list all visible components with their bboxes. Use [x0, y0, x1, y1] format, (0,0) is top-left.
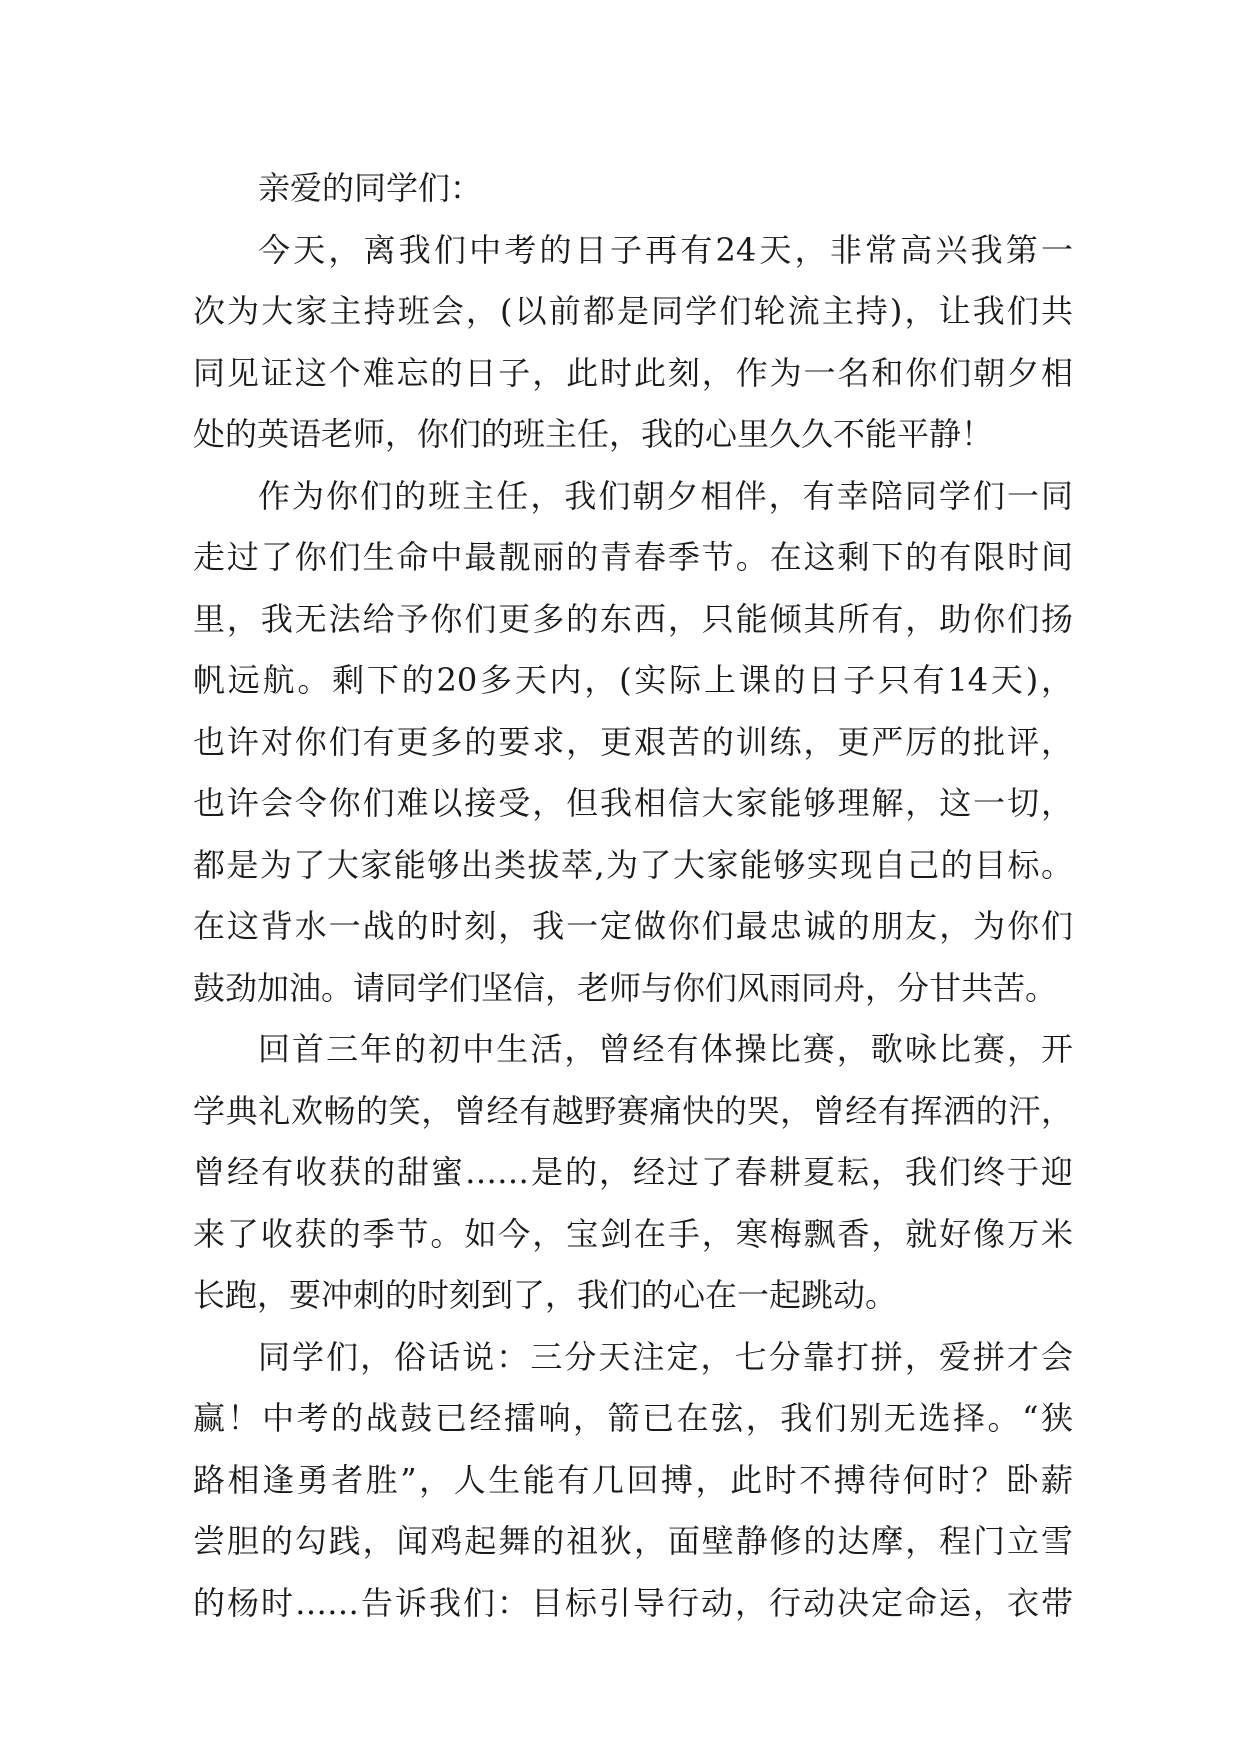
text-line: 走过了你们生命中最靓丽的青春季节。在这剩下的有限时间	[193, 538, 1073, 576]
paragraph-4	[193, 1327, 1073, 1635]
text-line: 来了收获的季节。如今，宝剑在手，寒梅飘香，就好像万米	[193, 1214, 1073, 1253]
document-body	[193, 158, 1073, 1634]
text-line: 在这背水一战的时刻，我一定做你们最忠诚的朋友，为你们	[193, 907, 1073, 945]
text-line: 路相逢勇者胜”，人生能有几回搏，此时不搏待何时？卧薪	[193, 1460, 1073, 1499]
text-line: 尝胆的勾践，闻鸡起舞的祖狄，面壁静修的达摩，程门立雪	[193, 1522, 1073, 1560]
paragraph-3	[193, 1019, 1073, 1327]
text-line: 里，我无法给予你们更多的东西，只能倾其所有，助你们扬	[193, 599, 1073, 638]
text-line: 学典礼欢畅的笑，曾经有越野赛痛快的哭，曾经有挥洒的汗，	[193, 1091, 1073, 1130]
text-line: 作为你们的班主任，我们朝夕相伴，有幸陪同学们一同	[258, 476, 1073, 515]
text-line: 赢！中考的战鼓已经擂响，箭已在弦，我们别无选择。“狭	[193, 1399, 1073, 1437]
paragraph-salutation	[193, 158, 1073, 220]
text-line: 都是为了大家能够出类拔萃,为了大家能够实现自己的目标。	[193, 845, 1073, 884]
text-line: 回首三年的初中生活，曾经有体操比赛，歌咏比赛，开	[258, 1030, 1073, 1068]
text-line: 同学们，俗话说：三分天注定，七分靠打拼，爱拼才会	[258, 1337, 1073, 1376]
text-line: 帆远航。剩下的20多天内，(实际上课的日子只有14天)，	[193, 661, 1073, 699]
text-line: 亲爱的同学们：	[258, 169, 483, 207]
text-line: 今天，离我们中考的日子再有24天，非常高兴我第一	[258, 230, 1073, 269]
paragraph-1	[193, 220, 1073, 466]
text-line: 同见证这个难忘的日子，此时此刻，作为一名和你们朝夕相	[193, 353, 1073, 392]
text-line: 处的英语老师，你们的班主任，我的心里久久不能平静！	[193, 415, 994, 453]
text-line: 曾经有收获的甜蜜……是的，经过了春耕夏耘，我们终于迎	[193, 1153, 1073, 1191]
text-line: 也许对你们有更多的要求，更艰苦的训练，更严厉的批评，	[193, 722, 1073, 761]
text-line: 的杨时……告诉我们：目标引导行动，行动决定命运，衣带	[193, 1583, 1073, 1622]
text-line: 次为大家主持班会，(以前都是同学们轮流主持)，让我们共	[193, 292, 1073, 330]
text-line: 长跑，要冲刺的时刻到了，我们的心在一起跳动。	[193, 1276, 898, 1314]
text-line: 也许会令你们难以接受，但我相信大家能够理解，这一切，	[193, 784, 1073, 822]
paragraph-2	[193, 466, 1073, 1020]
text-line: 鼓劲加油。请同学们坚信，老师与你们风雨同舟，分甘共苦。	[193, 968, 1058, 1007]
